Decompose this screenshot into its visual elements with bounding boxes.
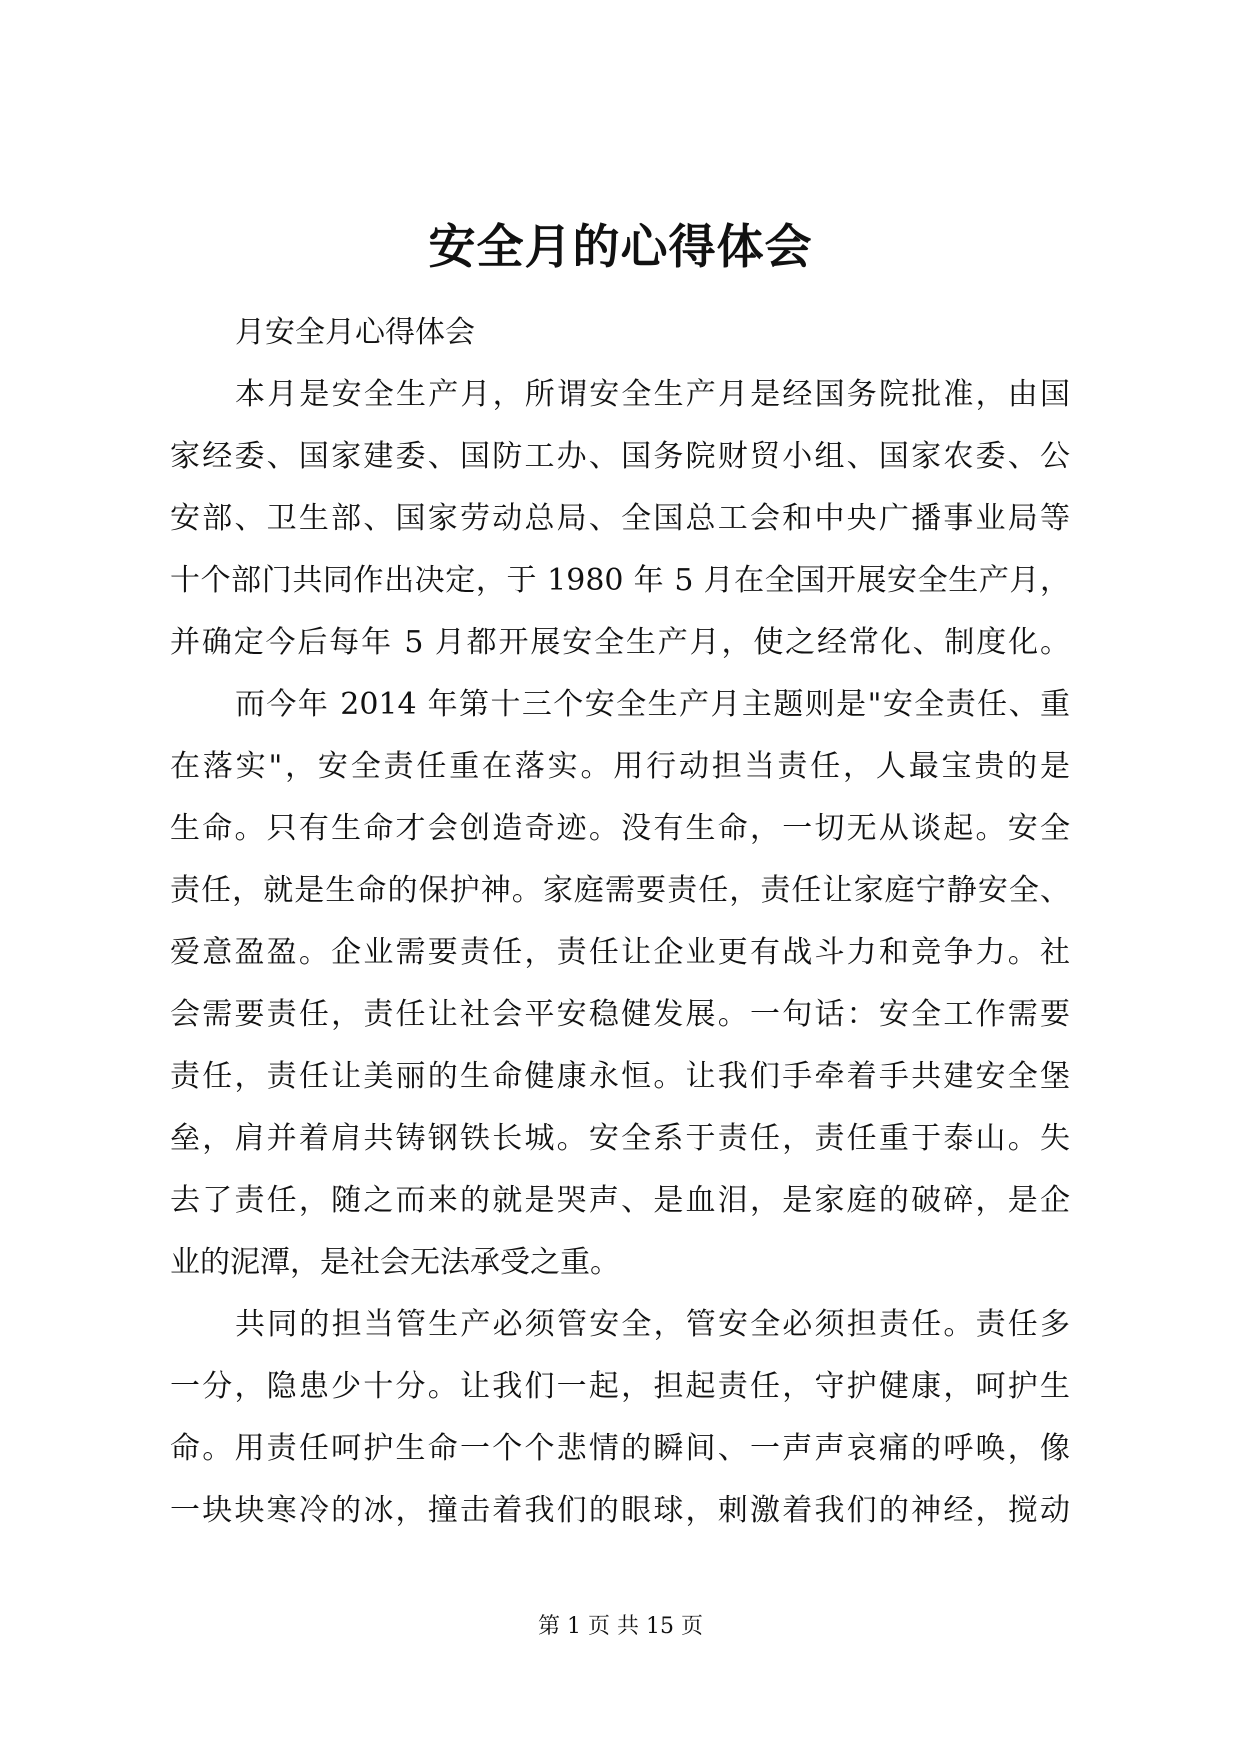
text-line: 本月是安全生产月，所谓安全生产月是经国务院批准，由国 (235, 377, 1070, 412)
text-line: 家经委、国家建委、国防工办、国务院财贸小组、国家农委、公 (170, 439, 1070, 474)
text-line: 而今年 2014 年第十三个安全生产月主题则是"安全责任、重 (235, 687, 1070, 722)
document-title: 安全月的心得体会 (428, 220, 813, 275)
text-line: 责任，就是生命的保护神。家庭需要责任，责任让家庭宁静安全、 (170, 873, 1070, 908)
text-line: 会需要责任，责任让社会平安稳健发展。一句话：安全工作需要 (170, 997, 1070, 1032)
document-body (170, 302, 1070, 1542)
page-footer: 第 1 页 共 15 页 (538, 1614, 703, 1639)
text-line: 生命。只有生命才会创造奇迹。没有生命，一切无从谈起。安全 (170, 811, 1070, 846)
text-line: 去了责任，随之而来的就是哭声、是血泪，是家庭的破碎，是企 (170, 1183, 1070, 1218)
text-line: 月安全月心得体会 (235, 315, 475, 350)
text-line: 十个部门共同作出决定，于 1980 年 5 月在全国开展安全生产月， (170, 563, 1070, 598)
text-line: 命。用责任呵护生命一个个悲情的瞬间、一声声哀痛的呼唤，像 (170, 1431, 1070, 1466)
text-line: 责任，责任让美丽的生命健康永恒。让我们手牵着手共建安全堡 (170, 1059, 1070, 1094)
text-line: 垒，肩并着肩共铸钢铁长城。安全系于责任，责任重于泰山。失 (170, 1121, 1070, 1156)
text-line: 安部、卫生部、国家劳动总局、全国总工会和中央广播事业局等 (170, 501, 1070, 536)
text-line: 业的泥潭，是社会无法承受之重。 (170, 1245, 620, 1280)
text-line: 爱意盈盈。企业需要责任，责任让企业更有战斗力和竞争力。社 (170, 935, 1070, 970)
text-line: 一分，隐患少十分。让我们一起，担起责任，守护健康，呵护生 (170, 1369, 1070, 1404)
text-line: 一块块寒冷的冰，撞击着我们的眼球，刺激着我们的神经，搅动 (170, 1493, 1070, 1528)
text-line: 在落实"，安全责任重在落实。用行动担当责任，人最宝贵的是 (170, 749, 1070, 784)
text-line: 并确定今后每年 5 月都开展安全生产月，使之经常化、制度化。 (170, 625, 1070, 660)
text-line: 共同的担当管生产必须管安全，管安全必须担责任。责任多 (235, 1307, 1070, 1342)
